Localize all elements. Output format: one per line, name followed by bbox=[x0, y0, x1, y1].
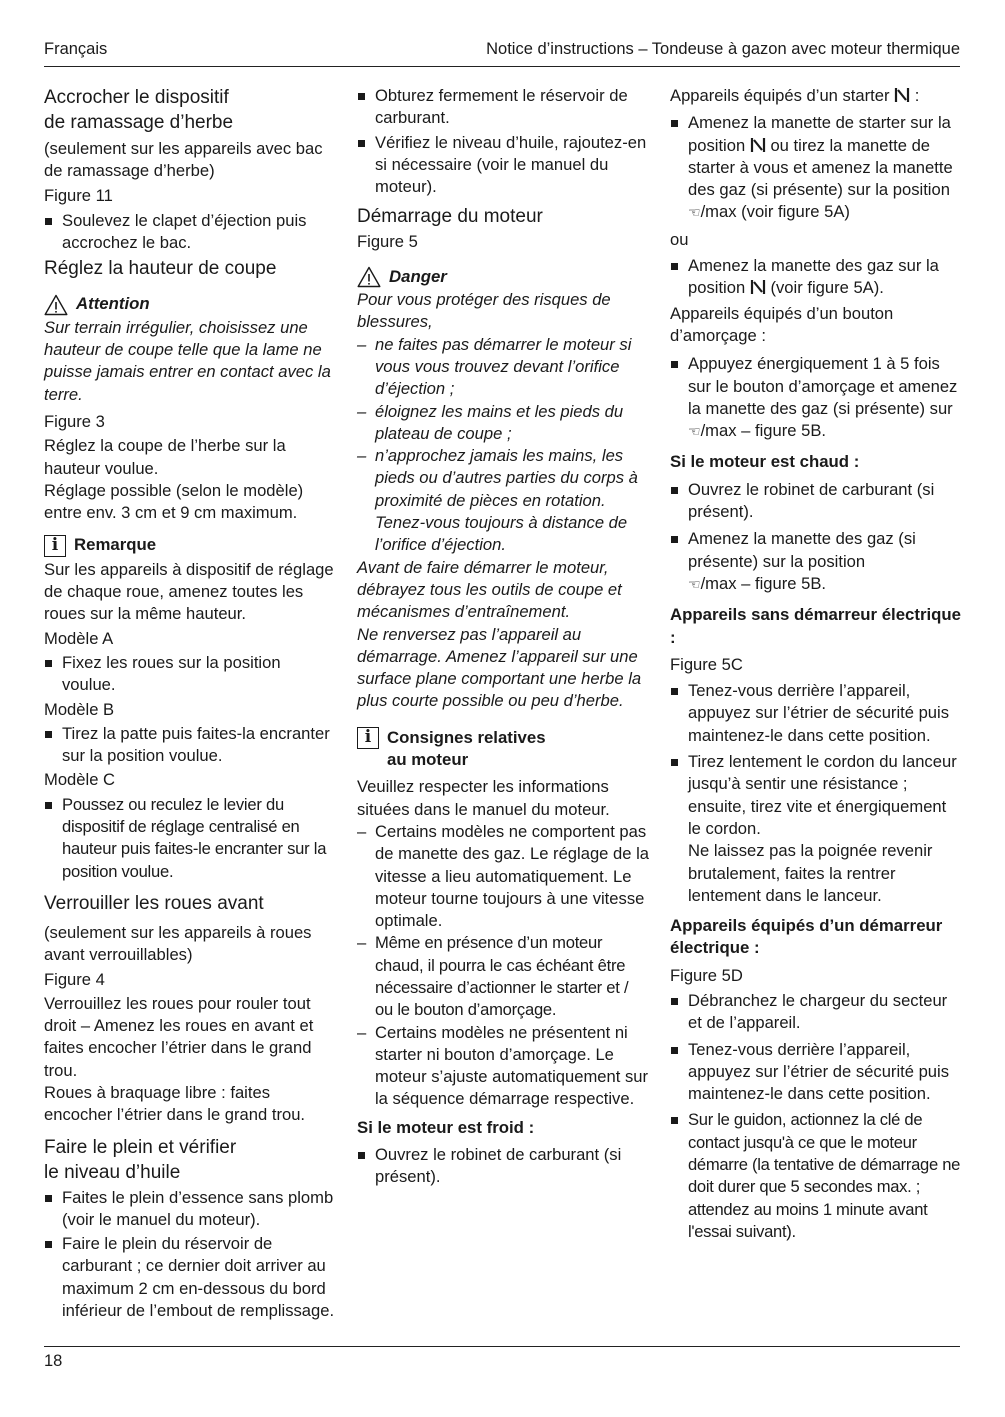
header-title: Notice d’instructions – Tondeuse à gazon avec moteur thermique bbox=[486, 40, 960, 58]
choke-symbol bbox=[894, 87, 910, 103]
bullet-item: Amenez la manette de starter sur la position ou tirez la manette de starter à vous et amenez la manette des gaz (si présente) sur la position ☜/max (voir figure 5A) bbox=[670, 112, 962, 224]
paragraph: ou bbox=[670, 229, 689, 249]
consignes-notice bbox=[357, 727, 649, 772]
column-1 bbox=[44, 85, 336, 1322]
remarque-title: Remarque bbox=[74, 535, 157, 555]
danger-item: – n’approchez jamais les mains, les pieds ou d’autres parties du corps à proximité de pièces en rotation. Tenez-vous toujours à distance de l’orifice d’éjection. bbox=[357, 445, 649, 556]
bullet-item: Fixez les roues sur la position voulue. bbox=[44, 652, 336, 697]
bullet-item: Tenez-vous derrière l’appareil, appuyez sur l’étrier de sécurité puis maintenez-le dans cette position. bbox=[670, 1039, 962, 1106]
bullet-item: Ouvrez le robinet de carburant (si présent). bbox=[670, 479, 962, 524]
paragraph: Roues à braquage libre : faites encocher l’étrier dans le grand trou. bbox=[44, 1082, 306, 1125]
bullet-item: Soulevez le clapet d’éjection puis accrochez le bac. bbox=[44, 210, 336, 255]
danger-item: – éloignez les mains et les pieds du plateau de coupe ; bbox=[357, 401, 649, 446]
warning-triangle-icon bbox=[357, 266, 381, 288]
remarque-notice bbox=[44, 534, 336, 556]
paragraph: Verrouillez les roues pour rouler tout droit – Amenez les roues en avant et faites encocher l’étrier dans le grand trou. bbox=[44, 993, 314, 1080]
figure-ref: Figure 5D bbox=[670, 965, 743, 985]
info-i-icon: i bbox=[357, 727, 379, 749]
header-language: Français bbox=[44, 40, 108, 58]
hare-symbol: ☜ bbox=[688, 576, 701, 593]
paragraph: Réglage possible (selon le modèle) entre env. 3 cm et 9 cm maximum. bbox=[44, 480, 304, 523]
consignes-title: Consignes relatives au moteur bbox=[387, 727, 546, 770]
bullet-item: Ouvrez le robinet de carburant (si présent). bbox=[357, 1144, 649, 1189]
footer-divider bbox=[44, 1346, 960, 1347]
model-label: Modèle A bbox=[44, 628, 114, 648]
dash-item: – Même en présence d’un moteur chaud, il pourra le cas échéant être nécessaire d’actionner le starter et / ou le bouton d’amorçage. bbox=[357, 932, 649, 1021]
warning-triangle-icon bbox=[44, 294, 68, 316]
danger-text: Avant de faire démarrer le moteur, débrayez tous les outils de coupe et mécanismes d’entraînement. bbox=[357, 557, 622, 622]
figure-ref: Figure 4 bbox=[44, 969, 105, 989]
figure-ref: Figure 3 bbox=[44, 411, 105, 431]
section-title-demarrage: Démarrage du moteur bbox=[357, 206, 543, 228]
bullet-item: Appuyez énergiquement 1 à 5 fois sur le bouton d’amorçage et amenez la manette des gaz (si présente) sur ☜/max – figure 5B. bbox=[670, 353, 962, 443]
header-divider bbox=[44, 66, 960, 67]
bullet-item: Tirez la patte puis faites-la encranter sur la position voulue. bbox=[44, 723, 336, 768]
section-title-hauteur: Réglez la hauteur de coupe bbox=[44, 258, 277, 280]
choke-symbol bbox=[750, 137, 766, 153]
hare-symbol: ☜ bbox=[688, 205, 701, 222]
danger-title: Danger bbox=[389, 266, 447, 286]
paragraph: Appareils équipés d’un starter : bbox=[670, 86, 920, 105]
subsection-title-demarreur-electrique: Appareils équipés d’un démarreur électrique : bbox=[670, 916, 943, 958]
section-title-ramassage: Accrocher le dispositif de ramassage d’herbe bbox=[44, 87, 234, 133]
bullet-item: Obturez fermement le réservoir de carburant. bbox=[357, 85, 649, 130]
subsection-title-chaud: Si le moteur est chaud : bbox=[670, 452, 860, 472]
attention-title: Attention bbox=[76, 294, 150, 314]
attention-text: Sur terrain irrégulier, choisissez une hauteur de coupe telle que la lame ne puisse jamais entrer en contact avec la terre. bbox=[44, 317, 331, 404]
figure-ref: Figure 11 bbox=[44, 185, 113, 205]
model-label: Modèle C bbox=[44, 770, 116, 790]
bullet-item: Faites le plein d’essence sans plomb (voir le manuel du moteur). bbox=[44, 1187, 336, 1232]
model-label: Modèle B bbox=[44, 699, 115, 719]
bullet-item: Sur le guidon, actionnez la clé de contact jusqu'à ce que le moteur démarre (la tentative de démarrage ne doit durer que 5 secondes max. ; attendez au moins 1 minute avant l'essai suivant). bbox=[670, 1109, 962, 1243]
danger-text: Ne renversez pas l’appareil au démarrage. Amenez l’appareil sur une surface plane comportant une herbe la plus courte possible ou peu d’herbe. bbox=[357, 624, 642, 711]
subsection-title-froid: Si le moteur est froid : bbox=[357, 1117, 535, 1137]
attention-notice bbox=[44, 293, 336, 315]
page-number: 18 bbox=[44, 1352, 63, 1370]
info-i-icon: i bbox=[44, 535, 66, 557]
subsection-title-sans-demarreur: Appareils sans démarreur électrique : bbox=[670, 605, 962, 647]
note: (seulement sur les appareils avec bac de ramassage d’herbe) bbox=[44, 139, 323, 181]
remarque-text: Sur les appareils à dispositif de réglage de chaque roue, amenez toutes les roues sur la même hauteur. bbox=[44, 559, 334, 624]
bullet-item: Vérifiez le niveau d’huile, rajoutez-en si nécessaire (voir le manuel du moteur). bbox=[357, 132, 649, 199]
figure-ref: Figure 5 bbox=[357, 232, 418, 252]
hare-symbol: ☜ bbox=[688, 424, 701, 441]
paragraph: Appareils équipés d’un bouton d’amorçage : bbox=[670, 303, 894, 345]
danger-notice bbox=[357, 266, 649, 288]
danger-item: – ne faites pas démarrer le moteur si vous vous trouvez devant l’orifice d’éjection ; bbox=[357, 334, 649, 401]
bullet-item: Poussez ou reculez le levier du dispositif de réglage centralisé en hauteur puis faites-le encranter sur la position voulue. bbox=[44, 794, 336, 883]
bullet-item: Tenez-vous derrière l’appareil, appuyez sur l’étrier de sécurité puis maintenez-le dans cette position. bbox=[670, 680, 962, 747]
bullet-item: Tirez lentement le cordon du lanceur jusqu’à sentir une résistance ; ensuite, tirez vite et énergiquement le cordon. Ne laissez pas la poignée revenir brutalement, faites la rentrer lentement dans le lanceur. bbox=[670, 751, 962, 907]
choke-symbol bbox=[750, 279, 766, 295]
bullet-item: Débranchez le chargeur du secteur et de l’appareil. bbox=[670, 990, 962, 1035]
column-2 bbox=[357, 85, 649, 1189]
bullet-item: Amenez la manette des gaz sur la position (voir figure 5A). bbox=[670, 255, 962, 300]
dash-item: – Certains modèles ne comportent pas de manette des gaz. Le réglage de la vitesse a lieu automatiquement. Le moteur tourne toujours à une vitesse optimale. bbox=[357, 821, 649, 932]
section-title-verrouiller: Verrouiller les roues avant bbox=[44, 892, 264, 914]
paragraph: Réglez la coupe de l’herbe sur la hauteur voulue. bbox=[44, 436, 286, 478]
dash-item: – Certains modèles ne présentent ni starter ni bouton d’amorçage. Le moteur s’ajuste automatiquement sur la séquence démarrage respective. bbox=[357, 1022, 649, 1111]
section-title-plein: Faire le plein et vérifier le niveau d’huile bbox=[44, 1136, 237, 1183]
bullet-item: Faire le plein du réservoir de carburant ; ce dernier doit arriver au maximum 2 cm en-dessous du bord inférieur de l’embout de remplissage. bbox=[44, 1233, 336, 1322]
note: (seulement sur les appareils à roues avant verrouillables) bbox=[44, 922, 312, 965]
paragraph: Veuillez respecter les informations situées dans le manuel du moteur. bbox=[357, 777, 610, 819]
column-3 bbox=[670, 85, 962, 1243]
bullet-item: Amenez la manette des gaz (si présente) sur la position ☜/max – figure 5B. bbox=[670, 528, 962, 596]
figure-ref: Figure 5C bbox=[670, 654, 743, 674]
danger-text: Pour vous protéger des risques de blessures, bbox=[357, 290, 611, 332]
